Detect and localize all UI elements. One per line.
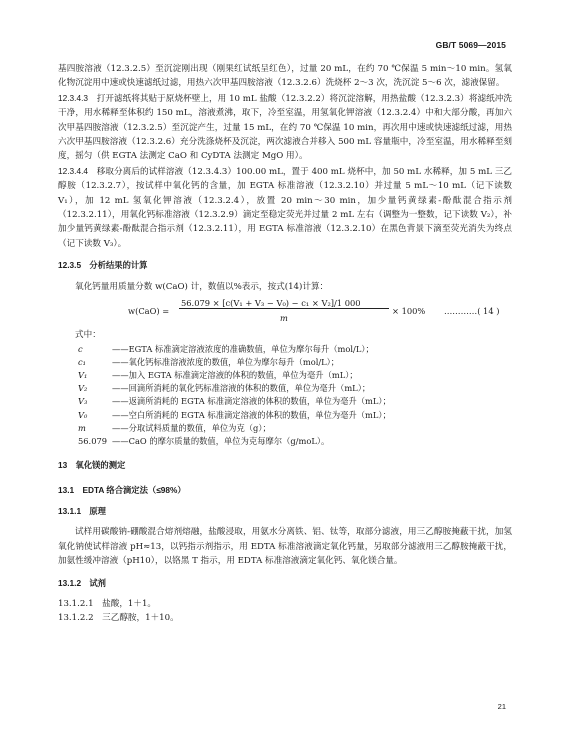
legend-description: ——空白所消耗的 EGTA 标准滴定溶液的体积的数值，单位为毫升（mL）； — [112, 409, 391, 420]
clause-text: 移取分离后的试样溶液（12.3.4.3）100.00 mL，置于 400 mL 烧杯中，加 50 mL 水稀释，加 5 mL 三乙醇胺（12.3.2.7），按试样中氧化钙的含量，加 EGTA 标准溶液（12.3.2.10）并过量 5 mL～10 mL（记下读数 V₁），加 12 mL 氢氧化钾溶液（12.3.2.4），放置 20 min～30 min，加少量钙黄绿素-酚酞混合指示剂（12.3.2.11），用氧化钙标准溶液（12.3.2.9）滴定至稳定荧光并过量 2 mL 左右（调整为一整数，记下读数 V₂），补加少量钙黄绿素-酚酞混合指示剂（12.3.2.11），用 EGTA 标准溶液（12.3.2.10）在黑色背景下滴至荧光消失为终点（记下读数 V₃）。 — [58, 166, 512, 249]
legend-description: ——分取试料质量的数值，单位为克（g）； — [112, 422, 271, 433]
legend-row — [58, 369, 512, 382]
calc-intro: 氧化钙量用质量分数 w(CaO) 计，数值以%表示，按式(14)计算： — [75, 281, 329, 292]
section-heading-13-1 — [58, 483, 512, 497]
section-title: 分析结果的计算 — [89, 260, 148, 271]
legend-symbol: V₂ — [78, 383, 88, 394]
section-heading-12-3-5 — [58, 258, 512, 272]
symbol-legend — [58, 343, 512, 449]
document-body — [58, 62, 512, 626]
fraction-bar — [179, 308, 389, 309]
legend-description: ——加入 EGTA 标准滴定溶液的体积的数值，单位为毫升（mL）； — [112, 369, 358, 380]
legend-row — [58, 409, 512, 422]
principle-paragraph: 试样用碳酸钠-硼酸混合熔剂熔融，盐酸浸取，用氨水分离铁、铝、钛等，取部分滤液，用三乙醇胺掩蔽干扰，加氢氧化钠使试样溶液 pH≈13，以钙指示剂指示，用 EDTA 标准溶液滴定氧化钙量，另取部分滤液用三乙醇胺掩蔽干扰，加氨性缓冲溶液（pH10），以铬黑 T 指示，用 EDTA 标准溶液滴定氧化钙、氧化镁合量。 — [58, 527, 512, 567]
section-number: 12.3.5 — [58, 260, 82, 271]
legend-row — [58, 422, 512, 435]
page-number: 21 — [497, 702, 506, 711]
section-title: 13.1 EDTA 络合滴定法（≤98%） — [58, 484, 186, 495]
legend-description: ——回滴所消耗的氧化钙标准溶液的体积的数值，单位为毫升（mL）； — [112, 383, 371, 394]
legend-description: ——返滴所消耗的 EGTA 标准滴定溶液的体积的数值，单位为毫升（mL）； — [112, 396, 391, 407]
section-heading-13-1-1 — [58, 504, 512, 518]
formula-number: …………( 14 ) — [444, 306, 500, 317]
section-title: 13.1.1 原理 — [58, 505, 106, 516]
section-title: 13 氧化镁的测定 — [58, 460, 126, 471]
legend-row — [58, 435, 512, 448]
section-title: 13.1.2 试剂 — [58, 577, 106, 588]
legend-row — [58, 356, 512, 369]
formula-numerator: 56.079 × [c(V₁ + V₃ − V₀) − c₁ × V₂]/1 000 — [181, 298, 361, 309]
formula-14 — [58, 296, 512, 326]
legend-symbol: V₃ — [78, 396, 88, 407]
legend-symbol: c — [78, 343, 83, 354]
legend-description: ——EGTA 标准滴定溶液浓度的准确数值，单位为摩尔每升（mol/L）； — [112, 343, 374, 354]
legend-symbol: V₀ — [78, 409, 88, 420]
reagent-13-1-2-1: 13.1.2.1 盐酸，1＋1。 — [58, 598, 157, 609]
section-heading-13-1-2 — [58, 576, 512, 590]
formula-denominator: m — [280, 313, 288, 324]
legend-intro: 式中： — [75, 330, 101, 341]
section-heading-13 — [58, 458, 512, 472]
legend-row — [58, 343, 512, 356]
clause-12-3-4-3 — [58, 91, 512, 164]
clause-number: 12.3.4.3 — [58, 92, 88, 103]
legend-symbol: m — [78, 422, 86, 433]
paragraph-continuation: 基四胺溶液（12.3.2.5）至沉淀刚出现（刚果红试纸呈红色），过量 20 mL，在约 70 ℃保温 5 min～10 min。氢氧化物沉淀用中速或快速滤纸过滤，用热六次甲基四胺溶液（12.3.2.6）洗烧杯 2～3 次，洗沉淀 5～6 次，滤液保留。 — [58, 64, 512, 89]
standard-header: GB/T 5069—2015 — [435, 40, 506, 50]
legend-symbol: c₁ — [78, 356, 86, 367]
legend-description: ——CaO 的摩尔质量的数值，单位为克每摩尔（g/moL）。 — [112, 435, 330, 446]
legend-symbol: 56.079 — [78, 435, 108, 446]
legend-description: ——氧化钙标准溶液浓度的数值，单位为摩尔每升（mol/L）； — [112, 356, 340, 367]
legend-symbol: V₁ — [78, 369, 88, 380]
clause-12-3-4-4 — [58, 164, 512, 251]
reagent-13-1-2-2: 13.1.2.2 三乙醇胺，1＋10。 — [58, 613, 179, 624]
clause-number: 12.3.4.4 — [58, 165, 88, 176]
formula-lhs: w(CaO) = — [128, 306, 170, 317]
formula-multiplier: × 100% — [392, 306, 426, 317]
legend-row — [58, 382, 512, 395]
legend-row — [58, 395, 512, 408]
clause-text: 打开滤纸将其贴于原烧杯壁上，用 10 mL 盐酸（12.3.2.2）将沉淀溶解，用热盐酸（12.3.2.3）将滤纸冲洗干净，用水稀释至体积约 150 mL，溶液煮沸，取下，冷至室温，用氢氧化钾溶液（12.3.2.4）中和大部分酸，再加六次甲基四胺溶液（12.3.2.5）至沉淀产生，过量 15 mL，在约 70 ℃保温 10 min，再次用中速或快速滤纸过滤，用热六次甲基四胺溶液（12.3.2.6）充分洗涤烧杯及沉淀，两次滤液合并移入 500 mL 容量瓶中，冷至室温，用水稀释至刻度，摇匀（供 EGTA 法测定 CaO 和 CyDTA 法测定 MgO 用）。 — [58, 93, 512, 162]
